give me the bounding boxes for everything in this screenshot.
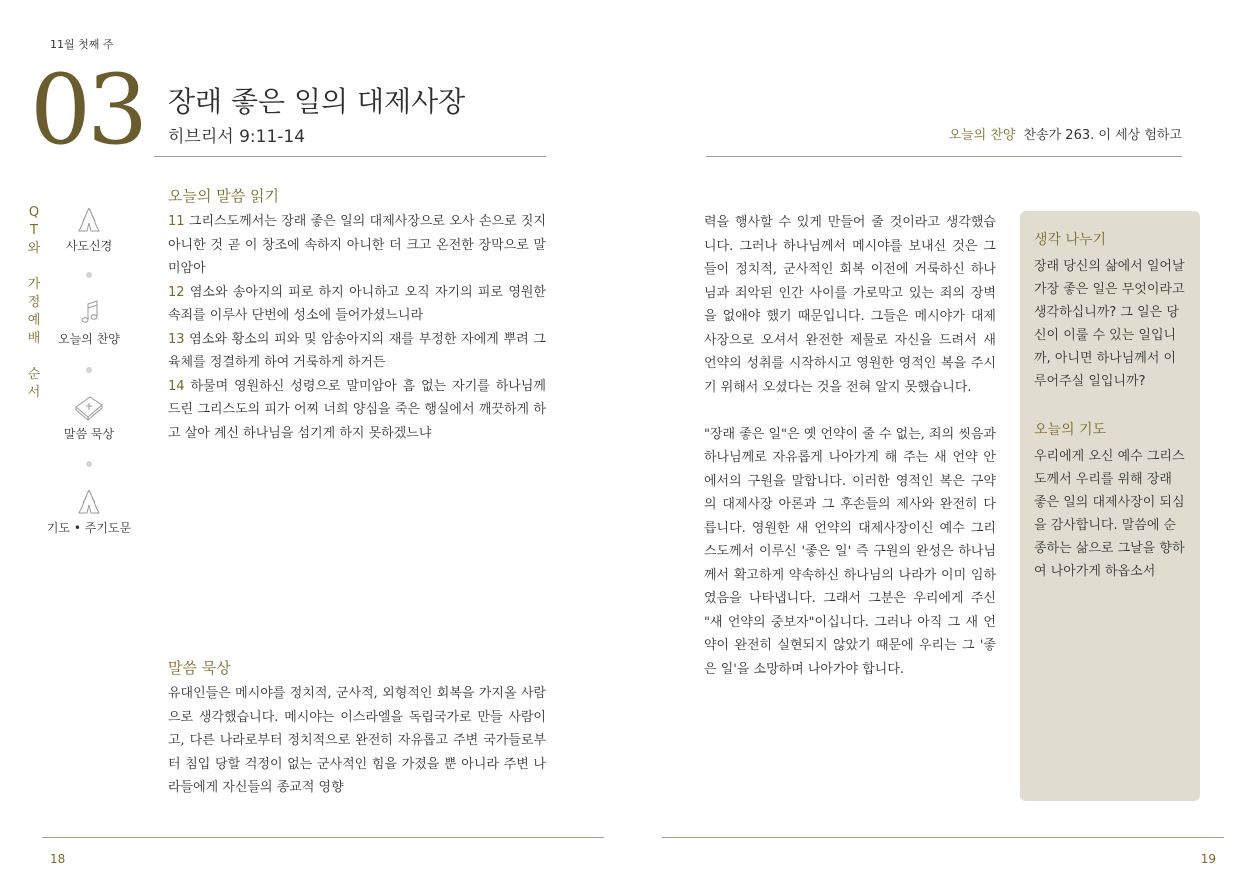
page-title: 장래 좋은 일의 대제사장: [168, 85, 466, 118]
share-heading: 생각 나누기: [1034, 232, 1107, 248]
bible-icon: [73, 393, 105, 421]
reflection-box: [1020, 211, 1200, 801]
page-number-right: 19: [1200, 852, 1216, 866]
verse: 13 염소와 황소의 피와 및 암송아지의 재를 부정한 자에게 뿌려 그 육체를 정결하게 하여 거룩하게 하거든: [168, 331, 546, 370]
footer-divider: [662, 837, 1224, 838]
step-prayer: 기도 • 주기도문: [44, 487, 134, 536]
step-dot: [86, 461, 92, 467]
paragraph: "장래 좋은 일"은 옛 언약이 줄 수 없는, 죄의 씻음과 하나님께로 자유롭게 나아가게 해 주는 새 언약 안에서의 구원을 말합니다. 이러한 영적인 복은 구약의 대제사장 아론과 그 후손들의 제사와 완전히 다릅니다. 영원한 새 언약의 대제사장이신 예수 그리스도께서 이루신 '좋은 일' 즉 구원의 완성은 하나님께서 확고하게 약속하신 하나님의 나라가 이미 임하였음을 나타냅니다. 그래서 그분은 우리에게 주신 "새 언약의 중보자"이십니다. 그러나 아직 그 새 언약이 완전히 실현되지 않았기 때문에 우리는 그 '좋은 일'을 소망하며 나아가야 합니다.: [704, 426, 996, 677]
footer-divider: [42, 837, 604, 838]
music-note-icon: [74, 298, 104, 326]
reading-heading: 오늘의 말씀 읽기: [168, 187, 279, 205]
praying-hands-icon: [74, 487, 104, 515]
scripture-reference: 히브리서 9:11-14: [168, 127, 306, 147]
lesson-number: 03: [30, 54, 145, 166]
week-label: 11월 첫째 주: [50, 38, 114, 51]
divider: [154, 156, 546, 157]
prayer-heading: 오늘의 기도: [1034, 422, 1107, 438]
paragraph: 력을 행사할 수 있게 만들어 줄 것이라고 생각했습니다. 그러나 하나님께서 메시야를 보내신 것은 그들이 정치적, 군사적인 회복 이전에 거룩하신 하나님과 죄악된 인간 사이를 가로막고 있는 죄의 장벽을 없애야 했기 때문입니다. 그들은 메시야가 대제사장으로 오셔서 완전한 제물로 자신을 드려서 새 언약의 성취를 시작하시고 영원한 영적인 복을 주시기 위해서 오셨다는 것을 전혀 알지 못했습니다.: [704, 215, 996, 395]
hymn-value: 찬송가 263. 이 세상 험하고: [1023, 128, 1182, 143]
meditation-text-left: 유대인들은 메시야를 정치적, 군사적, 외형적인 회복을 가지올 사람으로 생각했습니다. 메시야는 이스라엘을 독립국가로 만들 사람이고, 다른 나라로부터 정치적으로 완전히 자유롭고 주변 국가들로부터 침입 당할 걱정이 없는 군사적인 힘을 가졌을 뿐 아니라 주변 나라들에게 자신들의 종교적 영향: [168, 686, 546, 795]
divider: [706, 156, 1182, 157]
meditation-heading: 말씀 묵상: [168, 659, 231, 677]
step-apostles-creed: 사도신경: [44, 205, 134, 254]
hymn-info: [949, 124, 1182, 143]
prayer-text: 우리에게 오신 예수 그리스도께서 우리를 위해 장래 좋은 일의 대제사장이 되심을 감사합니다. 말씀에 순종하는 삶으로 그날을 향하여 나아가게 하옵소서: [1034, 449, 1185, 579]
meditation-text-right: [704, 211, 996, 681]
page-number-left: 18: [50, 852, 66, 866]
verse: 14 하물며 영원하신 성령으로 말미암아 흠 없는 자기를 하나님께 드린 그리스도의 피가 어찌 너희 양심을 죽은 행실에서 깨끗하게 하고 살아 계신 하나님을 섬기게 하지 못하겠느냐: [168, 378, 546, 441]
verse: 11 그리스도께서는 장래 좋은 일의 대제사장으로 오사 손으로 짓지 아니한 것 곧 이 창조에 속하지 아니한 더 크고 온전한 장막으로 말미암아: [168, 214, 546, 276]
vertical-title: Q T 와 가 정 예 배 순 서: [27, 205, 41, 400]
praying-hands-icon: [74, 205, 104, 233]
step-dot: [86, 272, 92, 278]
verse: 12 염소와 송아지의 피로 하지 아니하고 오직 자기의 피로 영원한 속죄를 이루사 단번에 성소에 들어가셨느니라: [168, 284, 546, 323]
step-hymn: 오늘의 찬양: [44, 298, 134, 347]
step-dot: [86, 367, 92, 373]
step-meditation: 말씀 묵상: [44, 393, 134, 442]
hymn-label: 오늘의 찬양: [948, 128, 1016, 143]
share-text: 장래 당신의 삶에서 일어날 가장 좋은 일은 무엇이라고 생각하십니까? 그 일은 당신이 이룰 수 있는 일입니까, 아니면 하나님께서 이루어주실 일입니까?: [1034, 259, 1185, 389]
reading-text: [168, 210, 546, 445]
